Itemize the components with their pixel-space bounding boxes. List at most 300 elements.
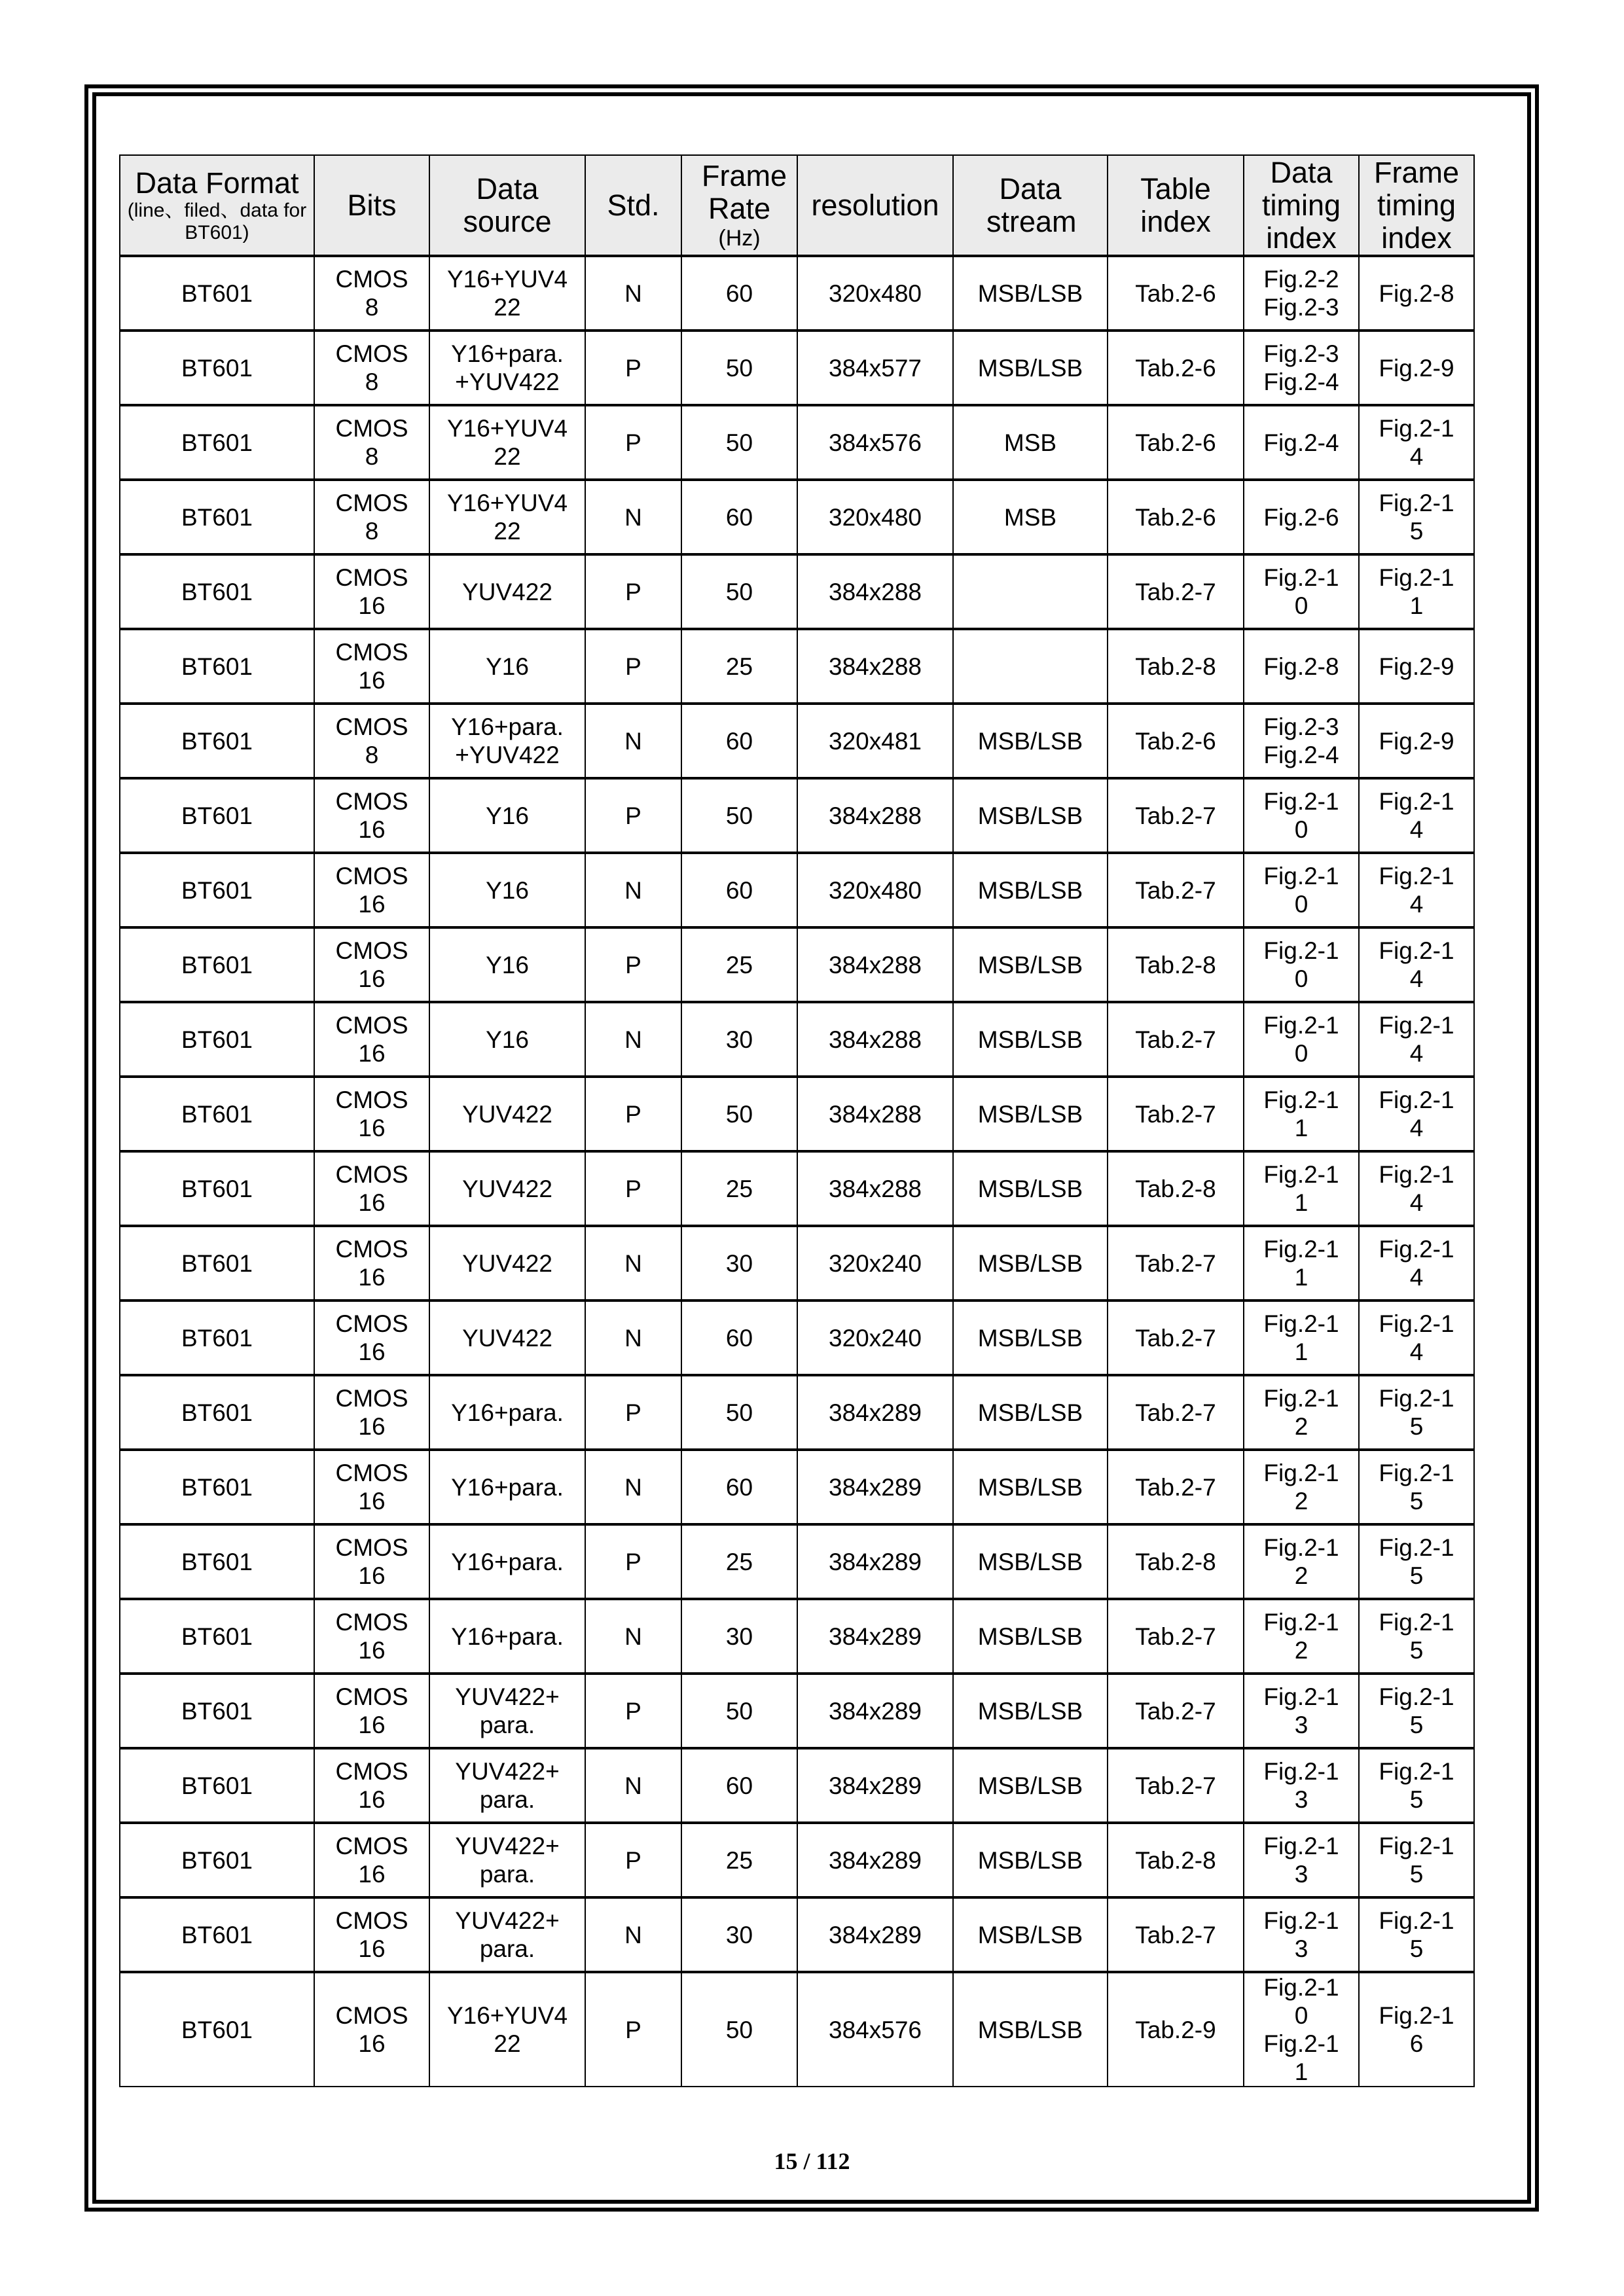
cell-bits: [314, 1599, 429, 1674]
cell-line: 0: [1294, 891, 1308, 918]
cell-resolution: 384x289: [797, 1450, 953, 1524]
table-row: [120, 853, 1474, 927]
cell-data-timing-index: [1244, 331, 1359, 405]
cell-line: 16: [358, 1935, 386, 1962]
cell-line: 4: [1409, 1115, 1424, 1141]
cell-frame-rate: 30: [681, 1002, 797, 1077]
cell-data-format: BT601: [120, 1674, 314, 1748]
cell-data-stream: MSB/LSB: [953, 778, 1108, 853]
cell-line: 16: [358, 891, 386, 918]
cell-std: N: [585, 480, 681, 554]
cell-frame-rate: 60: [681, 853, 797, 927]
cell-line: Y16+para.: [451, 1473, 564, 1501]
cell-line: 0: [1294, 1040, 1308, 1067]
cell-line: Fig.2-1: [1379, 1161, 1454, 1188]
cell-line: 4: [1409, 965, 1424, 992]
cell-frame-rate: 25: [681, 1823, 797, 1897]
cell-line: 22: [494, 443, 521, 470]
cell-line: YUV422+: [455, 1907, 560, 1934]
cell-line: 22: [494, 294, 521, 321]
cell-line: Fig.2-1: [1379, 1310, 1454, 1337]
cell-line: 16: [358, 1637, 386, 1664]
cell-line: 2: [1294, 1562, 1308, 1589]
cell-line: 2: [1294, 1637, 1308, 1664]
cell-resolution: 384x289: [797, 1524, 953, 1599]
cell-data-timing-index: [1244, 1375, 1359, 1450]
cell-line: 4: [1409, 443, 1424, 470]
cell-data-source: [429, 1450, 585, 1524]
cell-frame-timing-index: [1359, 1375, 1474, 1450]
cell-data-timing-index: [1244, 1077, 1359, 1151]
cell-line: Fig.2-1: [1379, 937, 1454, 964]
cell-resolution: 384x288: [797, 1077, 953, 1151]
cell-frame-rate: 60: [681, 1748, 797, 1823]
cell-line: para.: [479, 1861, 535, 1888]
cell-line: 5: [1409, 1935, 1424, 1962]
cell-line: Fig.2-1: [1379, 1086, 1454, 1113]
cell-data-format: BT601: [120, 480, 314, 554]
header-sublabel: (line、filed、data for BT601): [127, 199, 307, 243]
cell-frame-timing-index: [1359, 1300, 1474, 1375]
cell-line: CMOS: [335, 564, 408, 591]
cell-table-index: Tab.2-7: [1108, 1300, 1244, 1375]
cell-frame-timing-index: [1359, 480, 1474, 554]
cell-line: 5: [1409, 1562, 1424, 1589]
cell-data-stream: MSB/LSB: [953, 1300, 1108, 1375]
cell-frame-timing-index: [1359, 1077, 1474, 1151]
cell-line: 4: [1409, 1040, 1424, 1067]
cell-data-format: BT601: [120, 1524, 314, 1599]
cell-data-format: BT601: [120, 1300, 314, 1375]
cell-frame-rate: 50: [681, 331, 797, 405]
cell-line: Fig.2-9: [1379, 653, 1454, 680]
header-bits: [314, 155, 429, 256]
cell-resolution: 384x288: [797, 554, 953, 629]
cell-line: Y16+YUV4: [446, 2002, 568, 2029]
cell-resolution: 384x288: [797, 629, 953, 704]
cell-line: CMOS: [335, 266, 408, 293]
cell-table-index: Tab.2-8: [1108, 927, 1244, 1002]
cell-table-index: Tab.2-6: [1108, 331, 1244, 405]
cell-line: Fig.2-1: [1263, 788, 1339, 815]
cell-frame-rate: 50: [681, 1375, 797, 1450]
cell-line: 8: [365, 518, 379, 545]
cell-line: YUV422: [462, 578, 552, 605]
table-row: [120, 554, 1474, 629]
cell-line: 3: [1294, 1712, 1308, 1738]
cell-data-format: BT601: [120, 256, 314, 331]
cell-data-timing-index: [1244, 1674, 1359, 1748]
cell-line: YUV422: [462, 1100, 552, 1128]
cell-bits: [314, 1375, 429, 1450]
cell-data-timing-index: [1244, 554, 1359, 629]
cell-line: YUV422: [462, 1249, 552, 1277]
cell-data-stream: MSB/LSB: [953, 704, 1108, 778]
table-row: [120, 1450, 1474, 1524]
cell-line: Fig.2-1: [1379, 564, 1454, 591]
cell-line: CMOS: [335, 1161, 408, 1188]
cell-line: CMOS: [335, 1609, 408, 1636]
cell-line: CMOS: [335, 713, 408, 740]
cell-data-format: BT601: [120, 1375, 314, 1450]
cell-resolution: 384x576: [797, 1972, 953, 2087]
cell-line: Fig.2-1: [1379, 490, 1454, 516]
cell-line: 8: [365, 742, 379, 768]
cell-line: 4: [1409, 816, 1424, 843]
header-frame-timing-index: [1359, 155, 1474, 256]
cell-line: 16: [358, 1562, 386, 1589]
cell-line: 4: [1409, 891, 1424, 918]
cell-data-source: [429, 1375, 585, 1450]
cell-line: YUV422: [462, 1324, 552, 1352]
cell-table-index: Tab.2-7: [1108, 1599, 1244, 1674]
header-label: Bits: [347, 188, 397, 222]
cell-bits: [314, 480, 429, 554]
cell-data-timing-index: [1244, 629, 1359, 704]
cell-data-source: [429, 405, 585, 480]
header-resolution: [797, 155, 953, 256]
cell-line: Fig.2-1: [1263, 1012, 1339, 1039]
cell-bits: [314, 704, 429, 778]
cell-resolution: 384x289: [797, 1674, 953, 1748]
cell-data-timing-index: [1244, 1151, 1359, 1226]
cell-data-stream: MSB/LSB: [953, 1897, 1108, 1972]
cell-data-format: BT601: [120, 927, 314, 1002]
cell-line: Y16+YUV4: [446, 266, 568, 293]
table-row: [120, 1897, 1474, 1972]
cell-std: P: [585, 331, 681, 405]
cell-data-timing-index: [1244, 1524, 1359, 1599]
cell-resolution: 384x289: [797, 1599, 953, 1674]
cell-line: Fig.2-3: [1263, 294, 1339, 321]
cell-bits: [314, 1748, 429, 1823]
table-row: [120, 1524, 1474, 1599]
cell-data-stream: MSB/LSB: [953, 1823, 1108, 1897]
cell-bits: [314, 778, 429, 853]
cell-std: N: [585, 1599, 681, 1674]
cell-frame-timing-index: [1359, 1972, 1474, 2087]
cell-std: N: [585, 1300, 681, 1375]
cell-line: Y16+para.: [451, 1548, 564, 1575]
cell-data-format: BT601: [120, 1897, 314, 1972]
cell-resolution: 320x240: [797, 1300, 953, 1375]
cell-bits: [314, 1300, 429, 1375]
cell-bits: [314, 629, 429, 704]
table-row: [120, 778, 1474, 853]
cell-line: 16: [358, 1488, 386, 1515]
cell-data-timing-index: [1244, 480, 1359, 554]
cell-data-source: [429, 331, 585, 405]
cell-line: Fig.2-4: [1263, 742, 1339, 768]
cell-line: 1: [1409, 592, 1424, 619]
cell-data-source: [429, 629, 585, 704]
cell-std: N: [585, 704, 681, 778]
cell-line: Fig.2-6: [1263, 503, 1339, 531]
cell-line: Fig.2-1: [1263, 1974, 1339, 2001]
cell-data-format: BT601: [120, 1002, 314, 1077]
table-row: [120, 1674, 1474, 1748]
cell-line: CMOS: [335, 1758, 408, 1785]
cell-resolution: 384x289: [797, 1823, 953, 1897]
cell-data-format: BT601: [120, 1972, 314, 2087]
cell-line: Fig.2-1: [1379, 1385, 1454, 1412]
cell-line: CMOS: [335, 490, 408, 516]
cell-resolution: 384x288: [797, 1002, 953, 1077]
cell-table-index: Tab.2-7: [1108, 1226, 1244, 1300]
cell-data-source: [429, 1823, 585, 1897]
cell-resolution: 384x288: [797, 1151, 953, 1226]
table-row: [120, 704, 1474, 778]
cell-data-timing-index: [1244, 256, 1359, 331]
cell-line: 6: [1409, 2030, 1424, 2057]
cell-bits: [314, 1002, 429, 1077]
cell-std: P: [585, 927, 681, 1002]
header-label: Data Format: [135, 166, 299, 200]
header-data-stream: [953, 155, 1108, 256]
cell-data-stream: MSB/LSB: [953, 1972, 1108, 2087]
cell-line: 3: [1294, 1786, 1308, 1813]
cell-data-source: [429, 1897, 585, 1972]
cell-std: P: [585, 405, 681, 480]
cell-frame-rate: 60: [681, 1300, 797, 1375]
cell-bits: [314, 256, 429, 331]
cell-line: CMOS: [335, 415, 408, 442]
cell-line: 2: [1294, 1488, 1308, 1515]
cell-std: P: [585, 778, 681, 853]
cell-frame-rate: 25: [681, 927, 797, 1002]
cell-line: 0: [1294, 965, 1308, 992]
header-label: resolution: [811, 188, 939, 222]
cell-line: YUV422+: [455, 1758, 560, 1785]
cell-frame-timing-index: [1359, 1524, 1474, 1599]
cell-data-timing-index: [1244, 1823, 1359, 1897]
header-label: Data stream: [986, 171, 1077, 238]
cell-resolution: 384x288: [797, 927, 953, 1002]
cell-line: 16: [358, 1413, 386, 1440]
cell-line: Fig.2-1: [1379, 1534, 1454, 1561]
cell-line: 22: [494, 2030, 521, 2057]
cell-line: 1: [1294, 1338, 1308, 1365]
cell-line: CMOS: [335, 1833, 408, 1859]
cell-line: YUV422: [462, 1175, 552, 1202]
cell-frame-rate: 60: [681, 256, 797, 331]
cell-frame-rate: 25: [681, 629, 797, 704]
cell-frame-timing-index: [1359, 853, 1474, 927]
cell-table-index: Tab.2-9: [1108, 1972, 1244, 2087]
cell-table-index: Tab.2-8: [1108, 629, 1244, 704]
cell-line: Fig.2-4: [1263, 429, 1339, 456]
cell-line: 5: [1409, 1712, 1424, 1738]
cell-line: Fig.2-1: [1263, 1609, 1339, 1636]
cell-line: 3: [1294, 1935, 1308, 1962]
cell-data-timing-index: [1244, 1599, 1359, 1674]
table-body: [120, 256, 1474, 2087]
cell-data-timing-index: [1244, 1897, 1359, 1972]
cell-line: Fig.2-1: [1263, 1161, 1339, 1188]
cell-line: Fig.2-1: [1379, 1833, 1454, 1859]
table-row: [120, 1151, 1474, 1226]
cell-line: Fig.2-9: [1379, 727, 1454, 755]
cell-frame-timing-index: [1359, 1823, 1474, 1897]
cell-line: 8: [365, 443, 379, 470]
cell-data-source: [429, 1674, 585, 1748]
cell-frame-rate: 60: [681, 704, 797, 778]
cell-line: Fig.2-3: [1263, 713, 1339, 740]
cell-data-format: BT601: [120, 853, 314, 927]
cell-frame-rate: 50: [681, 1674, 797, 1748]
cell-line: Fig.2-1: [1379, 415, 1454, 442]
cell-data-source: [429, 1300, 585, 1375]
cell-frame-timing-index: [1359, 1599, 1474, 1674]
table-header-row: [120, 155, 1474, 256]
table-row: [120, 1300, 1474, 1375]
header-label: Frame Rate: [702, 158, 787, 225]
cell-data-format: BT601: [120, 1450, 314, 1524]
cell-table-index: Tab.2-7: [1108, 1450, 1244, 1524]
cell-data-source: [429, 1748, 585, 1823]
cell-line: Fig.2-1: [1263, 1833, 1339, 1859]
cell-data-timing-index: [1244, 405, 1359, 480]
cell-data-stream: MSB/LSB: [953, 331, 1108, 405]
table-row: [120, 480, 1474, 554]
cell-table-index: Tab.2-6: [1108, 704, 1244, 778]
cell-line: 16: [358, 1040, 386, 1067]
cell-frame-timing-index: [1359, 629, 1474, 704]
table-row: [120, 405, 1474, 480]
cell-frame-rate: 50: [681, 405, 797, 480]
cell-line: 16: [358, 1861, 386, 1888]
cell-data-format: BT601: [120, 1748, 314, 1823]
cell-line: Fig.2-1: [1263, 1758, 1339, 1785]
cell-bits: [314, 1226, 429, 1300]
cell-data-timing-index: [1244, 1450, 1359, 1524]
cell-line: CMOS: [335, 1907, 408, 1934]
cell-resolution: 384x289: [797, 1897, 953, 1972]
cell-frame-rate: 50: [681, 1077, 797, 1151]
cell-line: 4: [1409, 1264, 1424, 1291]
cell-data-timing-index: [1244, 1972, 1359, 2087]
cell-std: P: [585, 1674, 681, 1748]
cell-std: P: [585, 1375, 681, 1450]
cell-frame-timing-index: [1359, 704, 1474, 778]
cell-line: Fig.2-1: [1379, 1460, 1454, 1486]
cell-line: 1: [1294, 1189, 1308, 1216]
cell-data-stream: [953, 629, 1108, 704]
cell-table-index: Tab.2-6: [1108, 405, 1244, 480]
cell-line: 16: [358, 965, 386, 992]
cell-resolution: 320x480: [797, 480, 953, 554]
cell-data-stream: MSB/LSB: [953, 256, 1108, 331]
table-row: [120, 1748, 1474, 1823]
cell-table-index: Tab.2-8: [1108, 1823, 1244, 1897]
cell-line: Fig.2-1: [1263, 1236, 1339, 1263]
table-row: [120, 629, 1474, 704]
cell-frame-timing-index: [1359, 256, 1474, 331]
cell-line: CMOS: [335, 788, 408, 815]
cell-line: 4: [1409, 1189, 1424, 1216]
cell-std: P: [585, 629, 681, 704]
cell-line: 16: [358, 592, 386, 619]
cell-line: 8: [365, 294, 379, 321]
cell-line: 16: [358, 1712, 386, 1738]
cell-line: +YUV422: [455, 368, 560, 395]
header-table-index: [1108, 155, 1244, 256]
cell-data-stream: MSB/LSB: [953, 853, 1108, 927]
cell-std: N: [585, 1450, 681, 1524]
cell-data-stream: [953, 554, 1108, 629]
cell-data-timing-index: [1244, 927, 1359, 1002]
cell-data-stream: MSB/LSB: [953, 1599, 1108, 1674]
cell-line: 5: [1409, 1786, 1424, 1813]
cell-data-timing-index: [1244, 1748, 1359, 1823]
cell-frame-rate: 50: [681, 1972, 797, 2087]
cell-line: 5: [1409, 1637, 1424, 1664]
cell-line: +YUV422: [455, 742, 560, 768]
cell-line: CMOS: [335, 1385, 408, 1412]
cell-data-format: BT601: [120, 1077, 314, 1151]
cell-frame-timing-index: [1359, 1748, 1474, 1823]
cell-line: Fig.2-1: [1379, 2002, 1454, 2029]
cell-bits: [314, 1674, 429, 1748]
table-row: [120, 927, 1474, 1002]
cell-bits: [314, 927, 429, 1002]
cell-bits: [314, 1897, 429, 1972]
header-unit: (Hz): [718, 225, 761, 251]
cell-line: Y16: [486, 876, 529, 904]
cell-line: Fig.2-1: [1263, 937, 1339, 964]
cell-line: YUV422+: [455, 1683, 560, 1710]
cell-table-index: Tab.2-7: [1108, 853, 1244, 927]
cell-std: N: [585, 256, 681, 331]
cell-line: YUV422+: [455, 1833, 560, 1859]
cell-line: Fig.2-1: [1263, 1460, 1339, 1486]
header-data-source: [429, 155, 585, 256]
cell-line: Fig.2-1: [1263, 1086, 1339, 1113]
cell-data-stream: MSB/LSB: [953, 1226, 1108, 1300]
cell-frame-timing-index: [1359, 1674, 1474, 1748]
cell-line: Fig.2-1: [1263, 1534, 1339, 1561]
cell-bits: [314, 1524, 429, 1599]
cell-frame-timing-index: [1359, 1226, 1474, 1300]
cell-data-format: BT601: [120, 554, 314, 629]
cell-line: 1: [1294, 1115, 1308, 1141]
cell-frame-timing-index: [1359, 927, 1474, 1002]
cell-line: Y16+YUV4: [446, 415, 568, 442]
cell-line: 16: [358, 2030, 386, 2057]
cell-frame-rate: 25: [681, 1151, 797, 1226]
cell-frame-rate: 50: [681, 554, 797, 629]
cell-data-format: BT601: [120, 1226, 314, 1300]
table-row: [120, 331, 1474, 405]
cell-data-format: BT601: [120, 405, 314, 480]
cell-bits: [314, 853, 429, 927]
cell-data-format: BT601: [120, 704, 314, 778]
cell-line: Fig.2-8: [1263, 653, 1339, 680]
cell-data-timing-index: [1244, 778, 1359, 853]
cell-table-index: Tab.2-6: [1108, 256, 1244, 331]
cell-line: Fig.2-1: [1263, 1385, 1339, 1412]
header-data-format: [120, 155, 314, 256]
table-row: [120, 1226, 1474, 1300]
cell-line: 16: [358, 1189, 386, 1216]
cell-line: Fig.2-1: [1263, 564, 1339, 591]
cell-line: Fig.2-1: [1379, 863, 1454, 889]
cell-data-source: [429, 1524, 585, 1599]
cell-std: P: [585, 1823, 681, 1897]
cell-data-source: [429, 1599, 585, 1674]
cell-data-source: [429, 554, 585, 629]
cell-data-format: BT601: [120, 1151, 314, 1226]
